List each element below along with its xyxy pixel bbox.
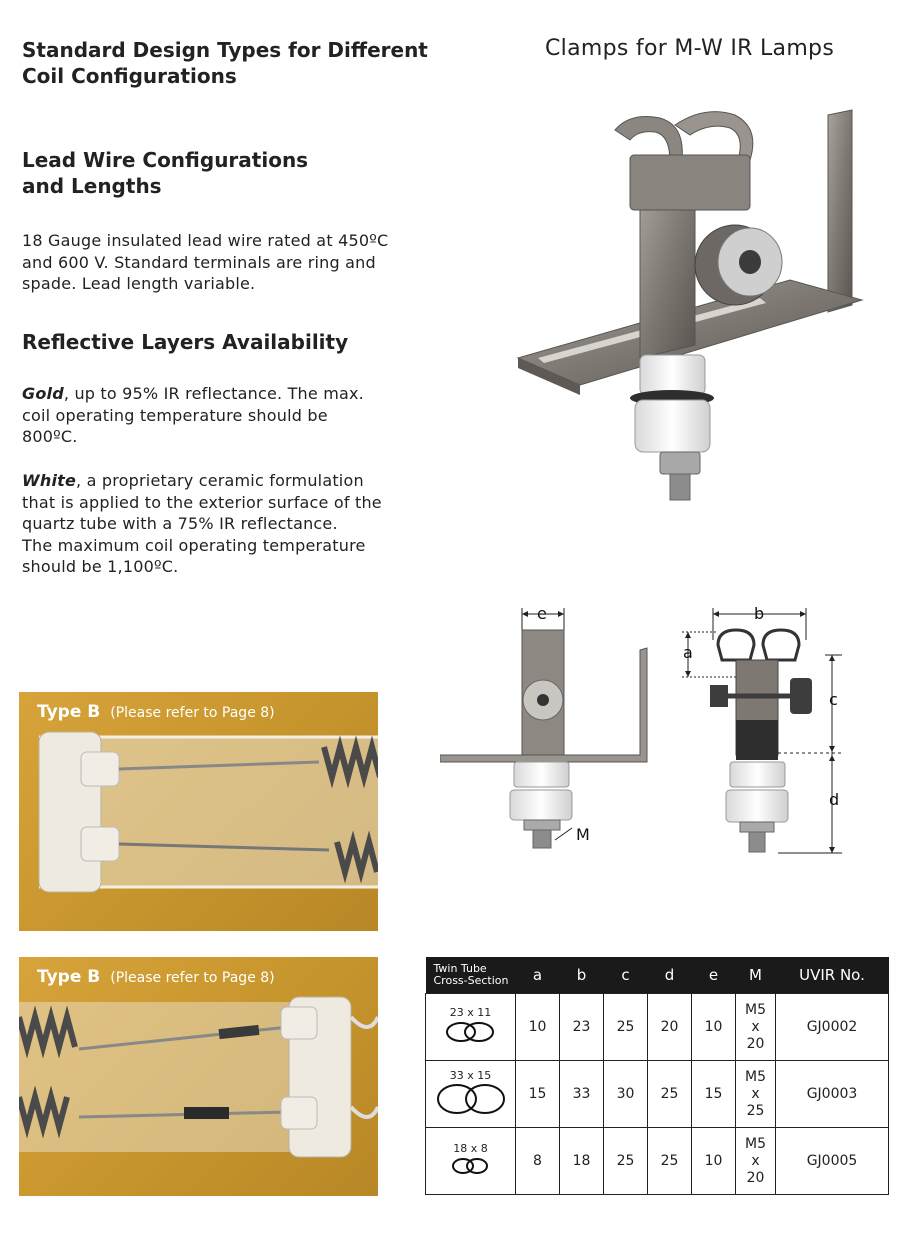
header-e: e bbox=[692, 957, 736, 994]
photo-2-label: Type B (Please refer to Page 8) bbox=[37, 967, 275, 987]
clamp-spec-table bbox=[425, 957, 889, 1195]
lamp-end-image-1 bbox=[19, 692, 378, 931]
photo-1-label: Type B (Please refer to Page 8) bbox=[37, 702, 275, 722]
clamp-dimension-drawings bbox=[440, 600, 860, 870]
cross-section-cell: 18 x 8 bbox=[426, 1128, 516, 1195]
type-b-photo-1 bbox=[19, 692, 378, 931]
clamp-illustration bbox=[510, 100, 880, 510]
gold-text: Gold, up to 95% IR reflectance. The max. coil operating temperature should be 800ºC. bbox=[22, 384, 364, 446]
dim-label-e: e bbox=[537, 604, 547, 623]
heading-reflective-layers: Reflective Layers Availability bbox=[22, 330, 349, 354]
dim-label-d: d bbox=[829, 790, 840, 809]
lead-wire-text: 18 Gauge insulated lead wire rated at 450ºC and 600 V. Standard terminals are ring and spade. Lead length variable. bbox=[22, 231, 389, 293]
header-cross-section: Twin Tube Cross-Section bbox=[426, 957, 516, 994]
table-header-row bbox=[426, 957, 889, 994]
type-b-photo-2 bbox=[19, 957, 378, 1196]
dim-label-b: b bbox=[754, 604, 765, 623]
white-label: White bbox=[22, 471, 77, 490]
twin-tube-icon bbox=[435, 1082, 507, 1116]
white-text: White, a proprietary ceramic formulation that is applied to the exterior surface of the quartz tube with a 75% IR reflectance. The maximum coil operating temperature should be 1,100ºC. bbox=[22, 471, 382, 576]
header-c: c bbox=[604, 957, 648, 994]
twin-tube-icon bbox=[449, 1155, 493, 1177]
twin-tube-icon bbox=[443, 1019, 499, 1045]
cross-section-cell: 23 x 11 bbox=[426, 994, 516, 1061]
heading-standard-design: Standard Design Types for Different Coil Configurations bbox=[22, 38, 428, 88]
header-b: b bbox=[560, 957, 604, 994]
heading-lead-wire: Lead Wire Configurations and Lengths bbox=[22, 148, 309, 198]
dim-label-a: a bbox=[683, 643, 693, 662]
lamp-end-image-2 bbox=[19, 957, 378, 1196]
header-uvir: UVIR No. bbox=[776, 957, 889, 994]
dim-label-c: c bbox=[829, 690, 838, 709]
header-a: a bbox=[516, 957, 560, 994]
header-d: d bbox=[648, 957, 692, 994]
table-row: 23 x 11 10 23 25 20 10 M5 x 20 GJ0002 bbox=[426, 994, 889, 1061]
header-m: M bbox=[736, 957, 776, 994]
table-row: 33 x 15 15 33 30 25 15 M5 x 25 GJ0003 bbox=[426, 1061, 889, 1128]
cross-section-cell: 33 x 15 bbox=[426, 1061, 516, 1128]
gold-label: Gold bbox=[22, 384, 64, 403]
table-row: 18 x 8 8 18 25 25 10 M5 x 20 GJ0005 bbox=[426, 1128, 889, 1195]
dim-label-m: M bbox=[576, 825, 590, 844]
clamps-title: Clamps for M-W IR Lamps bbox=[545, 36, 835, 61]
